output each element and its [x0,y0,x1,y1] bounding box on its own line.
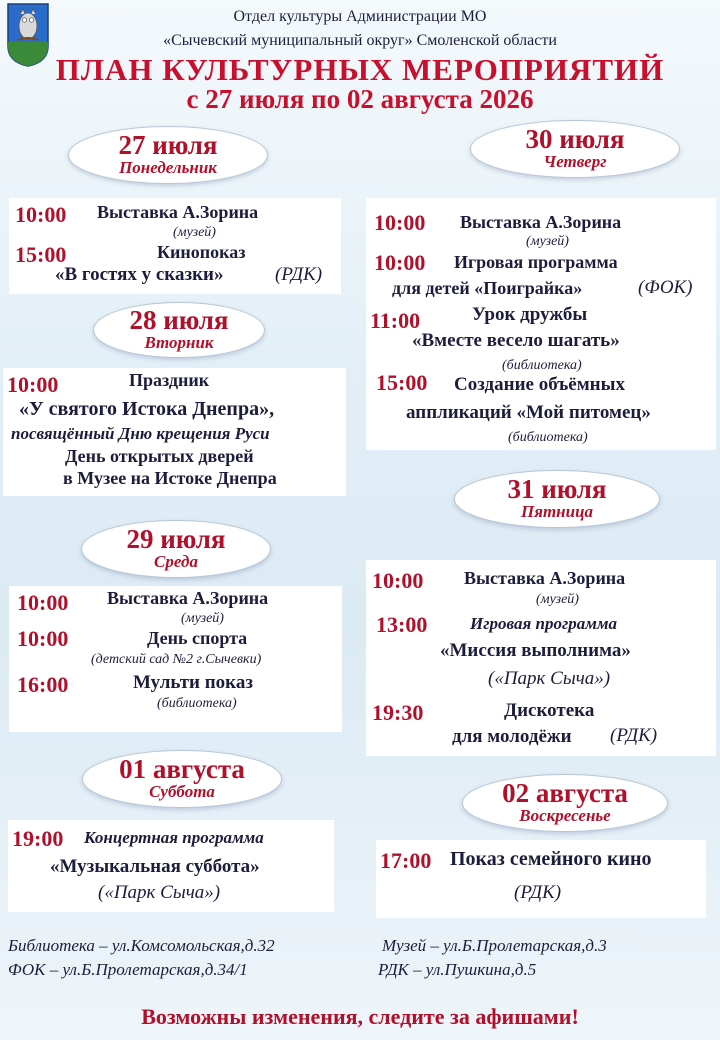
event-place: (музей) [526,234,569,249]
event-time: 16:00 [17,672,69,697]
day-weekday: Суббота [149,782,215,801]
day-box-01-august [8,820,334,912]
event-title: Создание объёмных [454,374,625,395]
event-title: Игровая программа [454,252,618,272]
day-weekday: Воскресенье [519,806,611,825]
event-title-line2: для детей «Поиграйка» [392,278,583,298]
event-place: (музей) [181,611,224,626]
address-museum: Музей – ул.Б.Пролетарская,д.3 [382,936,607,955]
day-oval-31-july [454,470,660,528]
day-date: 29 июля [126,524,226,554]
day-box-28-july [3,368,346,496]
event-title-line2: «У святого Истока Днепра», [19,398,275,420]
day-date: 30 июля [525,124,625,154]
event-place: (библиотека) [502,358,582,373]
day-oval-02-august [462,774,668,832]
event-title: Кинопоказ [157,242,246,262]
event-title: Показ семейного кино [450,848,652,870]
address-fok: ФОК – ул.Б.Пролетарская,д.34/1 [8,960,248,979]
day-oval-29-july [81,520,271,578]
changes-notice: Возможны изменения, следите за афишами! [141,1004,579,1029]
event-title-line2: «Музыкальная суббота» [50,856,260,877]
event-title-line2: для молодёжи [452,726,572,747]
event-title: Выставка А.Зорина [107,588,269,608]
event-time: 19:30 [372,700,424,725]
event-time: 10:00 [374,210,426,235]
event-place: («Парк Сыча») [98,882,221,903]
day-box-02-august [376,840,706,918]
event-place: (библиотека) [508,430,588,445]
event-title: Выставка А.Зорина [97,202,259,222]
day-oval-30-july [470,120,680,178]
day-date: 27 июля [118,130,218,160]
day-oval-01-august [82,750,282,808]
day-date: 31 июля [507,474,607,504]
day-oval-28-july [93,302,265,358]
event-place: (РДК) [514,882,562,903]
event-title: Урок дружбы [472,304,588,325]
event-place: (библиотека) [157,696,237,711]
day-weekday: Понедельник [119,158,217,177]
event-place: (РДК) [275,264,323,285]
event-time: 10:00 [374,250,426,275]
event-time: 13:00 [376,612,428,637]
event-time: 19:00 [12,826,64,851]
day-box-31-july [366,560,716,756]
day-date: 28 июля [129,305,229,335]
event-title-line4: День открытых дверей [65,446,254,466]
event-title: Игровая программа [470,614,618,633]
day-weekday: Среда [154,552,198,571]
event-title: Дискотека [504,700,595,721]
event-time: 15:00 [376,370,428,395]
day-date: 02 августа [502,778,628,808]
event-time: 10:00 [15,202,67,227]
event-place: (музей) [173,225,216,240]
event-title: Мульти показ [133,672,253,693]
event-title-line5: в Музее на Истоке Днепра [63,468,277,488]
header-municipality: «Сычевский муниципальный округ» Смоленской области [163,32,557,49]
day-box-29-july [9,586,342,732]
page-title: ПЛАН КУЛЬТУРНЫХ МЕРОПРИЯТИЙ [55,52,665,87]
address-rdk: РДК – ул.Пушкина,д.5 [378,960,537,979]
event-subtitle: посвящённый Дню крещения Руси [11,424,270,443]
event-title: Праздник [129,370,210,390]
event-title-line2: «Миссия выполнима» [440,640,631,661]
event-place: (РДК) [610,725,658,746]
day-weekday: Четверг [543,152,607,171]
day-weekday: Пятница [520,502,594,521]
event-place: (музей) [536,592,579,607]
event-time: 17:00 [380,848,432,873]
event-place: (ФОК) [638,277,693,298]
header-department: Отдел культуры Администрации МО [233,8,487,25]
event-title: Концертная программа [84,828,264,847]
event-place: («Парк Сыча») [488,668,611,689]
event-time: 10:00 [7,372,59,397]
day-box-27-july [9,198,341,294]
address-library: Библиотека – ул.Комсомольская,д.32 [8,936,275,955]
event-time: 11:00 [370,308,421,333]
event-title: День спорта [147,628,248,648]
event-time: 10:00 [372,568,424,593]
event-time: 15:00 [15,242,67,267]
event-title-line2: «В гостях у сказки» [55,264,224,285]
day-weekday: Вторник [144,333,214,352]
day-oval-27-july [68,126,268,184]
event-place: (детский сад №2 г.Сычевки) [91,652,262,667]
event-title: Выставка А.Зорина [464,568,626,588]
page-subtitle: с 27 июля по 02 августа 2026 [186,84,534,114]
event-time: 10:00 [17,590,69,615]
event-title: Выставка А.Зорина [460,212,622,232]
day-box-30-july [366,198,716,450]
event-time: 10:00 [17,626,69,651]
event-title-line2: «Вместе весело шагать» [412,330,620,351]
event-title-line2: аппликаций «Мой питомец» [406,402,651,423]
day-date: 01 августа [119,754,245,784]
